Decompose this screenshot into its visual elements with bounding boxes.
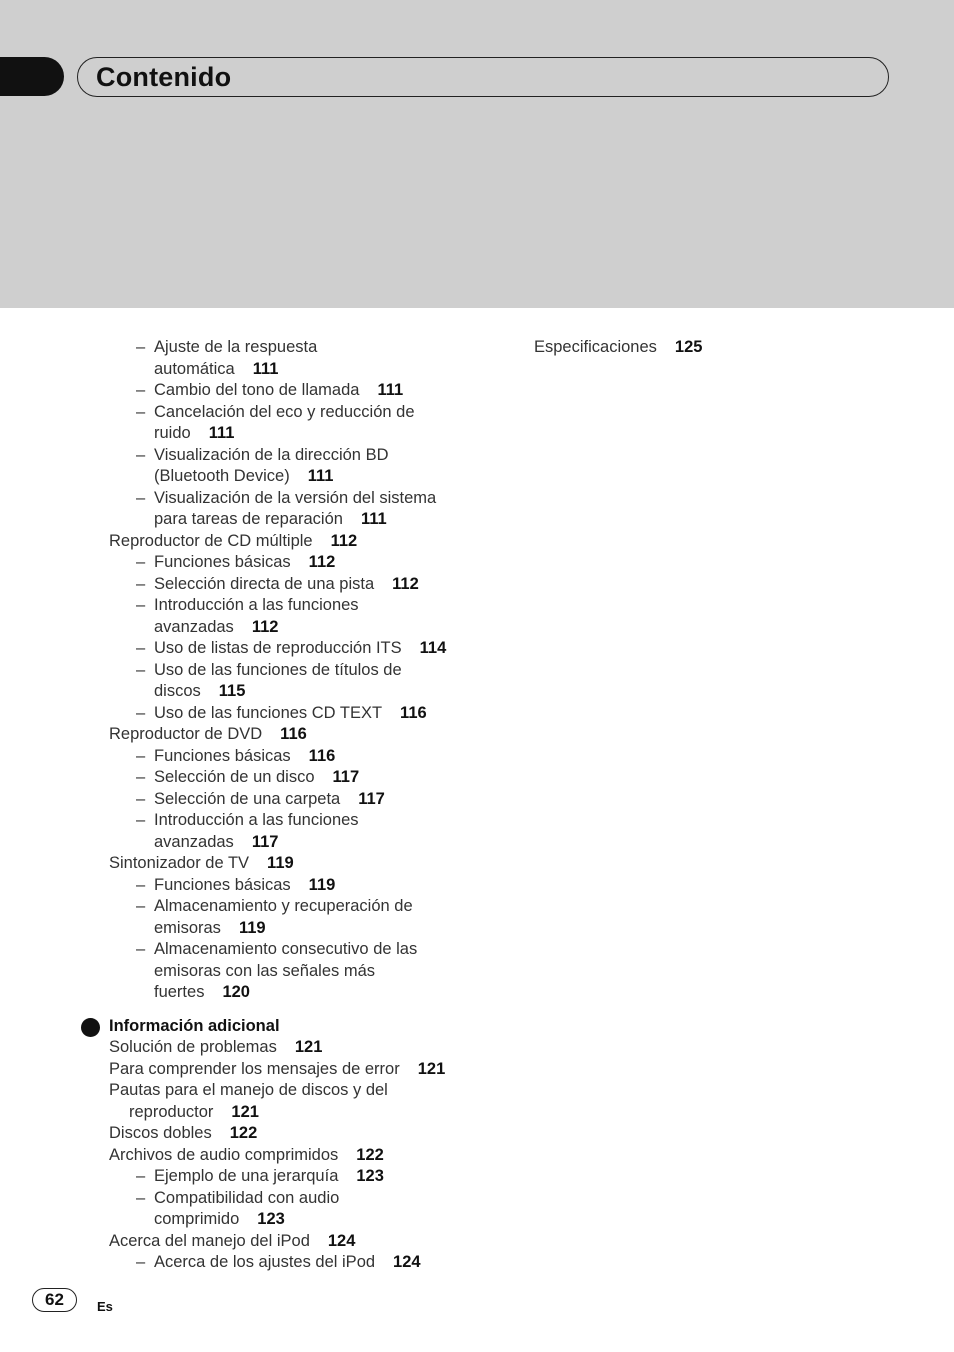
toc-entry[interactable]: [0, 746, 520, 768]
toc-entry[interactable]: [534, 337, 934, 359]
toc-entry-text: avanzadas: [154, 617, 234, 636]
dash-marker: –: [136, 574, 146, 593]
dash-marker: –: [136, 768, 146, 786]
toc-list-primary: [0, 337, 520, 1004]
toc-entry-text: Selección de un disco: [154, 768, 315, 786]
toc-entry-line: [154, 359, 520, 381]
toc-entry-text: Funciones básicas: [154, 875, 291, 894]
toc-entry-line: [154, 574, 520, 596]
toc-entry-text: Funciones básicas: [154, 746, 291, 765]
toc-entry-text: para tareas de reparación: [154, 510, 343, 528]
toc-entry[interactable]: [0, 1166, 520, 1188]
toc-entry-line: [154, 681, 520, 703]
toc-page-number: 124: [393, 1253, 421, 1271]
toc-entry-line: [154, 832, 520, 854]
toc-entry-text: Uso de las funciones de títulos de: [154, 660, 402, 679]
toc-entry-line: [154, 1188, 520, 1210]
toc-page-number: 114: [419, 639, 447, 657]
toc-entry-line: [109, 1059, 520, 1081]
toc-entry-text: Uso de las funciones CD TEXT: [154, 703, 383, 722]
toc-page-number: 112: [308, 553, 336, 571]
toc-entry-line: [154, 380, 520, 402]
toc-entry[interactable]: [0, 380, 520, 402]
toc-page-number: 117: [332, 768, 360, 786]
toc-entry[interactable]: [0, 724, 520, 746]
toc-entry-text: reproductor: [129, 1102, 214, 1121]
toc-page-number: 111: [377, 381, 404, 399]
toc-page-number: 116: [400, 703, 427, 722]
toc-entry-text: Especificaciones: [534, 338, 657, 356]
toc-page-number: 111: [307, 467, 334, 485]
toc-entry-line: [154, 703, 520, 725]
dash-marker: –: [136, 940, 146, 958]
toc-entry-line: [154, 617, 520, 639]
toc-entry[interactable]: [0, 531, 520, 553]
dash-marker: –: [136, 488, 146, 507]
toc-entry-line: [154, 918, 520, 940]
toc-entry[interactable]: [0, 660, 520, 703]
dash-marker: –: [136, 897, 146, 915]
toc-list-right: [534, 337, 934, 359]
toc-entry-line: [154, 423, 520, 445]
toc-page-number: 111: [360, 510, 387, 528]
toc-entry-line: [154, 961, 520, 983]
toc-entry-line: [109, 1145, 520, 1167]
toc-entry-text: Almacenamiento consecutivo de las: [154, 940, 418, 958]
dash-marker: –: [136, 811, 146, 829]
toc-entry-line: [154, 660, 520, 682]
dash-marker: –: [136, 1167, 146, 1185]
toc-entry-line: [154, 810, 520, 832]
toc-entry[interactable]: [0, 767, 520, 789]
toc-entry-line: [154, 875, 520, 897]
toc-entry[interactable]: [0, 1080, 520, 1123]
toc-entry[interactable]: [0, 638, 520, 660]
toc-entry-text: Acerca del manejo del iPod: [109, 1231, 310, 1250]
section-tab: [0, 57, 64, 96]
toc-entry-line: [154, 939, 520, 961]
page-number: 62: [32, 1288, 77, 1312]
dash-marker: –: [136, 703, 146, 722]
bullet-icon: [81, 1018, 100, 1037]
toc-entry-line: [109, 1102, 520, 1124]
dash-marker: –: [136, 596, 146, 614]
toc-entry-line: [154, 982, 520, 1004]
toc-entry-line: [154, 509, 520, 531]
toc-entry[interactable]: [0, 1123, 520, 1145]
toc-entry-text: Reproductor de CD múltiple: [109, 531, 313, 550]
toc-page-number: 116: [280, 725, 307, 743]
header-band: [0, 0, 954, 308]
toc-page-number: 112: [330, 531, 358, 550]
toc-entry-line: [154, 746, 520, 768]
toc-entry[interactable]: [0, 1188, 520, 1231]
toc-entry[interactable]: [0, 1145, 520, 1167]
dash-marker: –: [136, 402, 146, 421]
toc-entry[interactable]: [0, 402, 520, 445]
toc-entry-text: Cancelación del eco y reducción de: [154, 402, 415, 421]
toc-entry[interactable]: [0, 810, 520, 853]
toc-entry-text: Cambio del tono de llamada: [154, 381, 360, 399]
toc-entry-text: Reproductor de DVD: [109, 725, 263, 743]
toc-entry-text: Solución de problemas: [109, 1038, 277, 1056]
toc-page-number: 124: [327, 1231, 356, 1250]
toc-entry-text: Introducción a las funciones: [154, 811, 359, 829]
toc-entry-text: avanzadas: [154, 832, 234, 851]
toc-entry-line: [109, 1231, 520, 1253]
dash-marker: –: [136, 660, 146, 679]
toc-entry-text: Uso de listas de reproducción ITS: [154, 639, 402, 657]
toc-page-number: 112: [251, 617, 279, 636]
dash-marker: –: [136, 445, 146, 464]
toc-entry[interactable]: [0, 488, 520, 531]
toc-entry-text: Almacenamiento y recuperación de: [154, 897, 413, 915]
toc-entry-line: [154, 595, 520, 617]
toc-entry-line: [154, 466, 520, 488]
toc-entry-text: Funciones básicas: [154, 553, 291, 571]
toc-entry[interactable]: [0, 574, 520, 596]
toc-page-number: 122: [356, 1145, 384, 1164]
toc-entry-line: [154, 767, 520, 789]
toc-page-number: 122: [229, 1124, 258, 1142]
toc-entry-text: Archivos de audio comprimidos: [109, 1145, 339, 1164]
toc-entry[interactable]: [0, 445, 520, 488]
dash-marker: –: [136, 875, 146, 894]
dash-marker: –: [136, 338, 146, 356]
toc-entry-line: [154, 445, 520, 467]
toc-list-section: [0, 1037, 520, 1274]
toc-entry[interactable]: [0, 875, 520, 897]
toc-entry-line: [109, 1037, 520, 1059]
toc-entry[interactable]: [0, 789, 520, 811]
toc-entry-line: [109, 1123, 520, 1145]
toc-page-number: 117: [251, 832, 279, 851]
dash-marker: –: [136, 639, 146, 657]
toc-entry-text: Acerca de los ajustes del iPod: [154, 1253, 376, 1271]
toc-entry-text: ruido: [154, 424, 191, 442]
toc-entry-text: Introducción a las funciones: [154, 596, 359, 614]
toc-entry-text: (Bluetooth Device): [154, 467, 290, 485]
dash-marker: –: [136, 746, 146, 765]
toc-page-number: 123: [257, 1210, 285, 1228]
dash-marker: –: [136, 381, 146, 399]
toc-page-number: 119: [267, 854, 294, 872]
toc-entry-text: Discos dobles: [109, 1124, 212, 1142]
toc-entry-line: [154, 552, 520, 574]
toc-entry-line: [154, 638, 520, 660]
toc-page-number: 121: [294, 1038, 323, 1056]
toc-entry-text: Selección directa de una pista: [154, 574, 375, 593]
toc-page-number: 111: [252, 359, 279, 378]
toc-entry[interactable]: [0, 853, 520, 875]
toc-entry-text: automática: [154, 359, 235, 378]
toc-entry[interactable]: [0, 1231, 520, 1253]
toc-page-number: 121: [231, 1102, 259, 1121]
toc-entry-line: [534, 337, 934, 359]
toc-entry-text: emisoras con las señales más: [154, 961, 376, 980]
toc-entry-text: Visualización de la dirección BD: [154, 445, 389, 464]
toc-page-number: 123: [356, 1167, 384, 1185]
toc-page-number: 119: [238, 918, 266, 937]
toc-entry[interactable]: [0, 1252, 520, 1274]
toc-page-number: 121: [417, 1059, 446, 1078]
toc-page-number: 115: [218, 682, 246, 700]
language-code: Es: [97, 1299, 113, 1314]
section-title: Información adicional: [109, 1016, 280, 1035]
toc-entry-line: [154, 1166, 520, 1188]
toc-entry-text: emisoras: [154, 918, 221, 937]
toc-entry[interactable]: [0, 1037, 520, 1059]
toc-entry[interactable]: [0, 337, 520, 380]
toc-entry-line: [154, 1209, 520, 1231]
toc-entry-line: [109, 1080, 520, 1102]
toc-entry[interactable]: [0, 939, 520, 1004]
toc-entry[interactable]: [0, 552, 520, 574]
toc-entry-text: discos: [154, 682, 201, 700]
toc-entry[interactable]: [0, 1059, 520, 1081]
dash-marker: –: [136, 1188, 146, 1207]
toc-page-number: 117: [358, 789, 385, 808]
toc-column-right: [534, 337, 934, 359]
dash-marker: –: [136, 1253, 146, 1271]
toc-entry[interactable]: [0, 595, 520, 638]
toc-entry[interactable]: [0, 896, 520, 939]
toc-entry-text: Ejemplo de una jerarquía: [154, 1167, 339, 1185]
section-heading: [0, 1016, 520, 1038]
toc-entry-line: [109, 724, 520, 746]
toc-entry-text: Para comprender los mensajes de error: [109, 1059, 400, 1078]
toc-page-number: 120: [222, 983, 250, 1001]
title-banner: [77, 57, 889, 97]
dash-marker: –: [136, 553, 146, 571]
toc-page-number: 119: [308, 875, 336, 894]
toc-entry-line: [154, 402, 520, 424]
dash-marker: –: [136, 789, 146, 808]
toc-entry-text: Sintonizador de TV: [109, 854, 250, 872]
toc-page-number: 125: [674, 338, 703, 356]
toc-entry[interactable]: [0, 703, 520, 725]
toc-entry-line: [154, 896, 520, 918]
toc-entry-text: Ajuste de la respuesta: [154, 338, 318, 356]
toc-entry-text: Pautas para el manejo de discos y del: [109, 1081, 388, 1099]
page-title: Contenido: [96, 62, 232, 92]
toc-page-number: 112: [392, 574, 419, 593]
toc-entry-text: Compatibilidad con audio: [154, 1188, 340, 1207]
toc-entry-text: Visualización de la versión del sistema: [154, 488, 437, 507]
toc-entry-text: fuertes: [154, 983, 205, 1001]
toc-page-number: 116: [308, 746, 336, 765]
toc-entry-line: [154, 488, 520, 510]
toc-entry-line: [154, 789, 520, 811]
toc-entry-line: [109, 531, 520, 553]
toc-page-number: 111: [208, 424, 235, 442]
toc-entry-line: [109, 853, 520, 875]
toc-entry-line: [154, 1252, 520, 1274]
toc-entry-line: [154, 337, 520, 359]
toc-column-left: [0, 337, 520, 1274]
toc-entry-text: Selección de una carpeta: [154, 789, 341, 808]
toc-entry-text: comprimido: [154, 1210, 240, 1228]
